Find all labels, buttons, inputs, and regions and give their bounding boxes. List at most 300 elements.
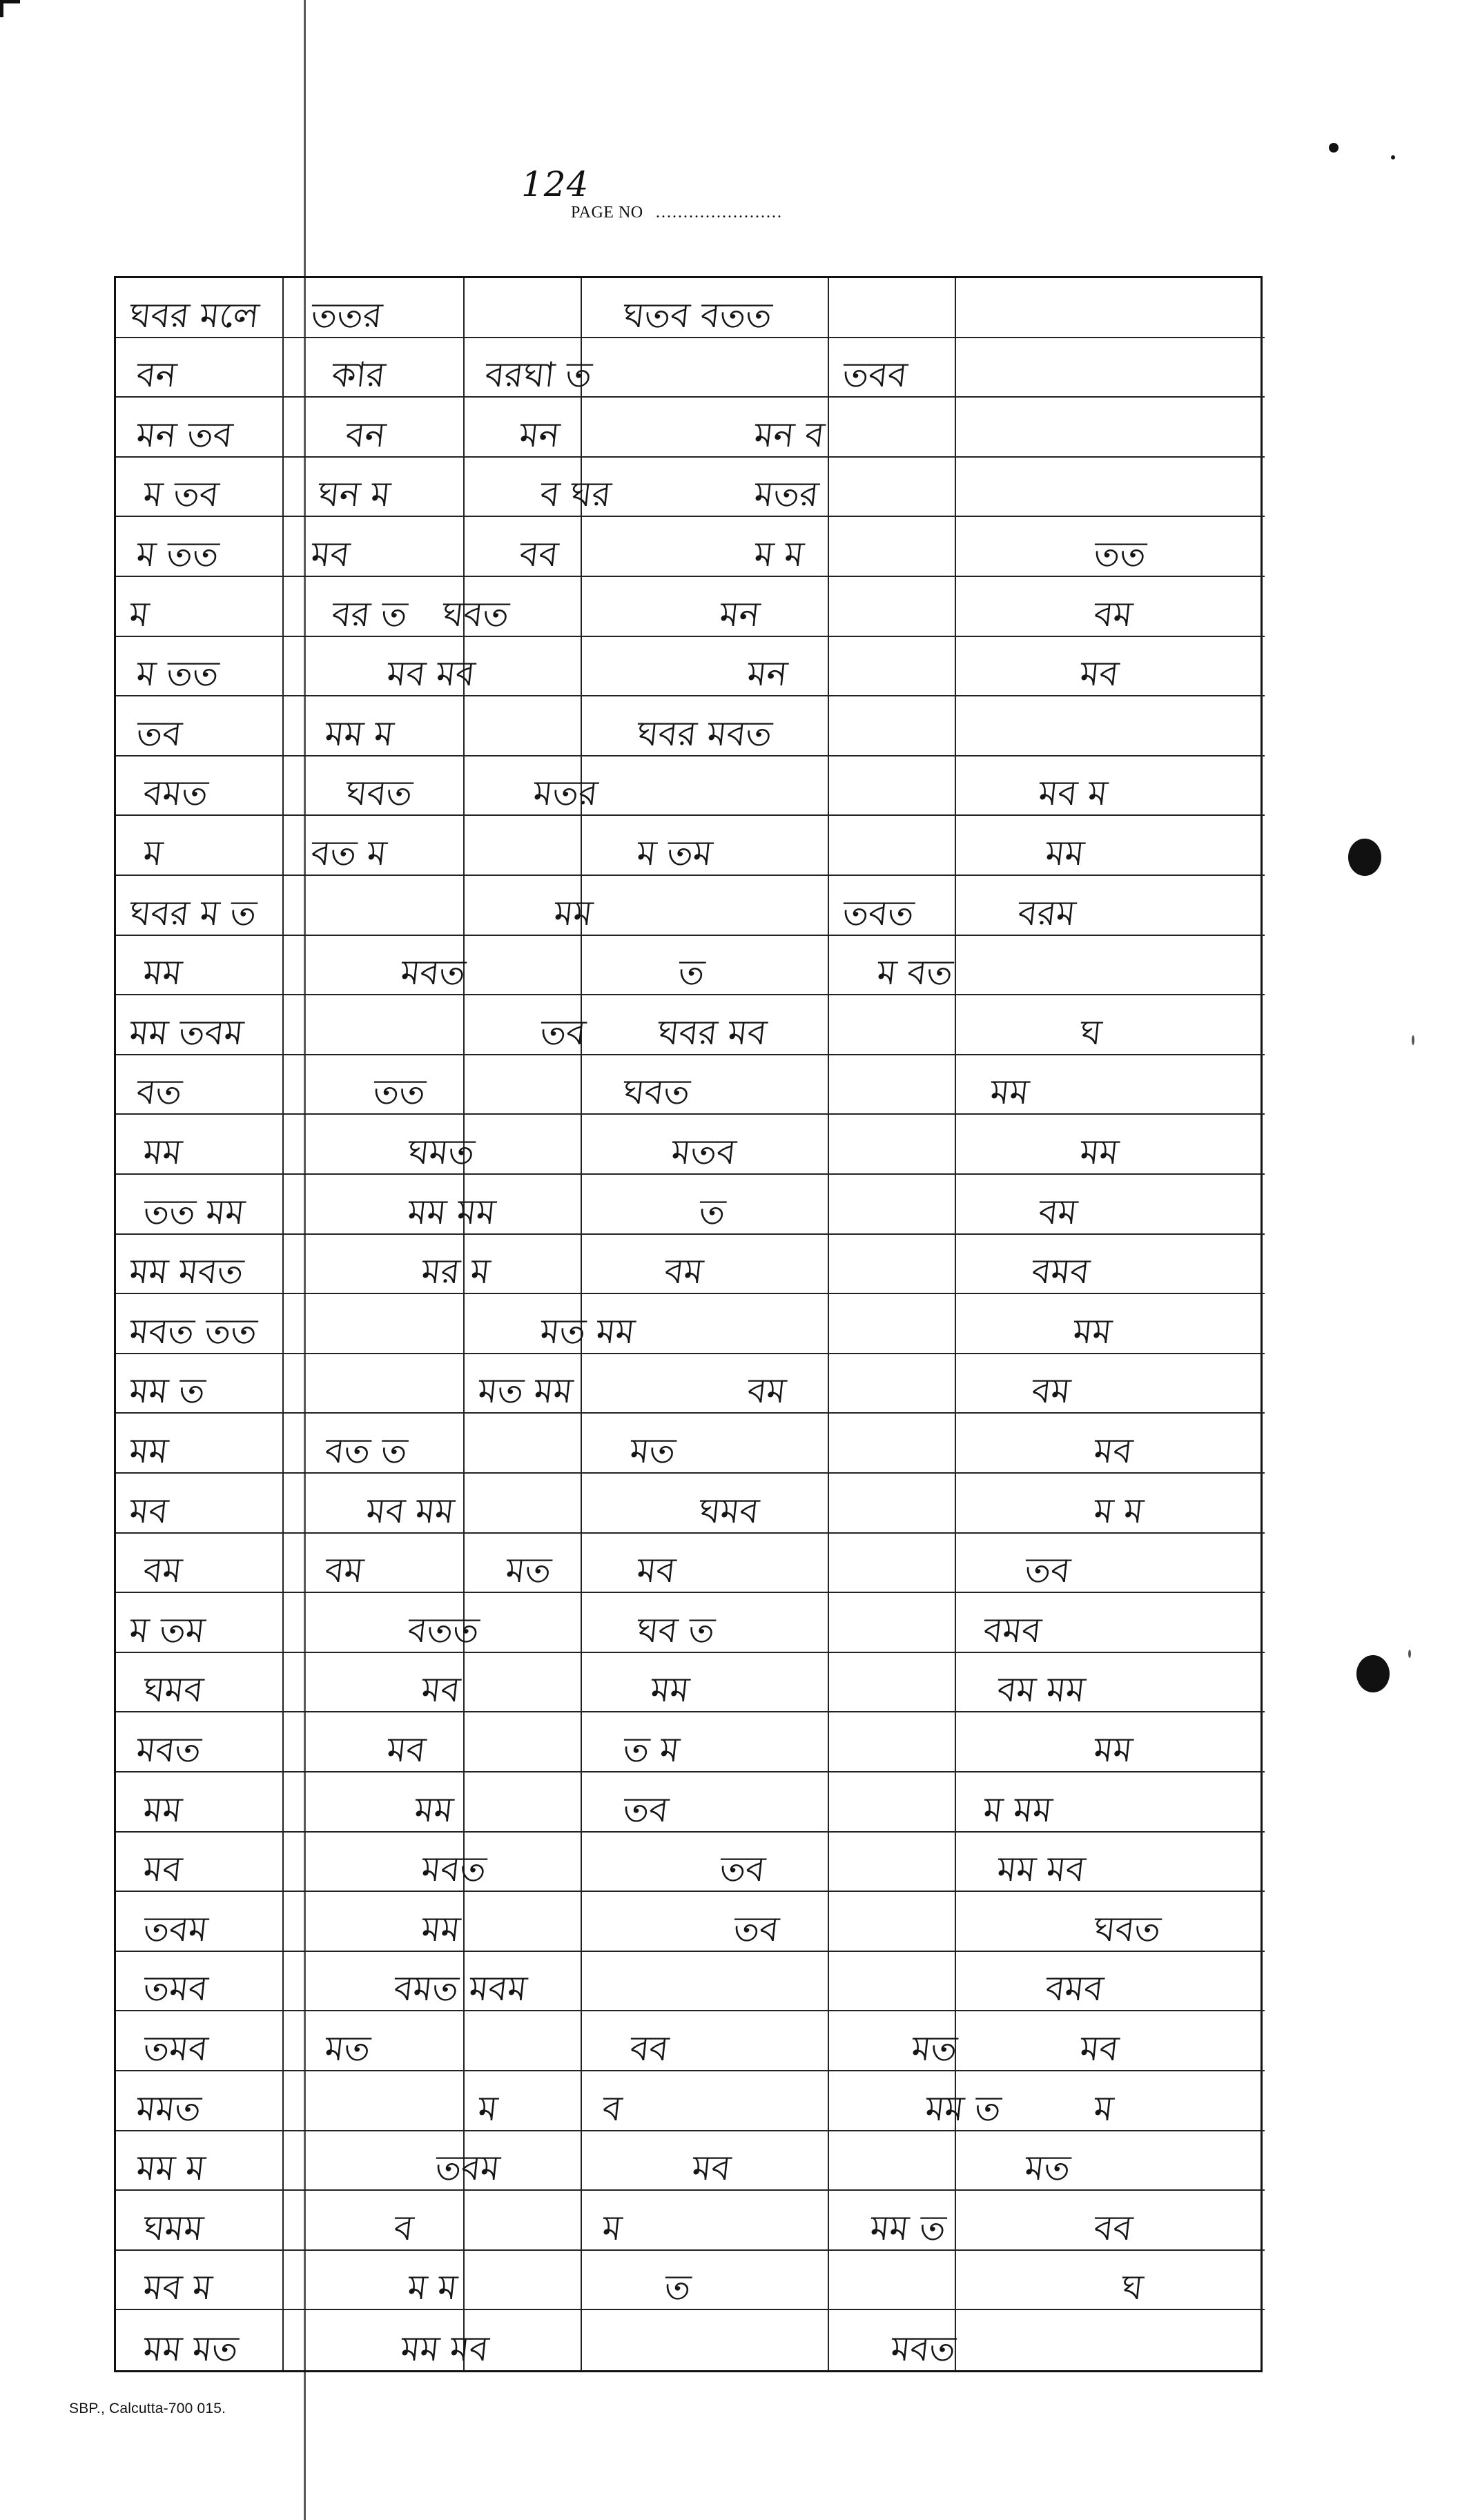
table-cell [829,2131,956,2191]
table-cell [956,995,1265,1055]
table-cell [829,577,956,637]
handwritten-entry: মম মবত [127,1251,246,1292]
table-cell [116,1772,284,1833]
handwritten-entry: ব [391,2207,416,2248]
handwritten-entry: ম [1091,2088,1116,2129]
handwritten-entry: মম [648,1670,692,1710]
table-cell [116,1833,284,1893]
table-cell [465,936,582,996]
table-cell [465,338,594,398]
handwritten-entry: মব মম [364,1490,457,1531]
handwritten-entry: ত [697,1191,728,1232]
table-cell [582,1414,829,1474]
handwritten-entry: মবত তত [127,1311,260,1351]
handwritten-entry: মম [552,892,595,933]
table-cell [582,756,829,817]
table-cell [116,2310,284,2370]
table-cell [829,995,956,1055]
handwritten-entry: ঘবত [343,773,415,814]
handwritten-entry: তব [621,1789,671,1830]
table-cell [465,816,582,876]
handwritten-entry: তবম [433,2148,503,2189]
handwritten-entry: ঘমম [141,2207,206,2248]
table-cell [465,1414,582,1474]
handwritten-entry: মম ম [322,713,396,754]
table-cell [582,1772,829,1833]
handwritten-entry: ত ম [621,1729,682,1770]
handwritten-entry: মম মব [995,1849,1088,1890]
table-cell [284,696,465,756]
handwritten-entry: মম মম [405,1191,498,1232]
table-cell [956,517,1265,577]
handwritten-entry: মত [503,1550,554,1591]
table-cell [116,995,284,1055]
table-cell [116,1354,284,1414]
handwritten-entry: ঘব ত [634,1610,717,1650]
handwritten-entry: মম তবম [127,1012,246,1053]
table-cell [284,1235,492,1295]
handwritten-entry: মতর [531,773,600,814]
handwritten-entry: ঘমব [141,1670,206,1710]
handwritten-entry: মম [1043,832,1087,873]
table-cell [829,338,956,398]
table-cell [956,637,1265,697]
handwritten-entry: মম মত [141,2328,240,2369]
table-cell [284,1294,465,1354]
table-cell [465,876,595,936]
table-cell [956,1115,1265,1175]
table-cell [284,1354,465,1414]
table-cell [582,1354,829,1414]
handwritten-entry: মম ত [923,2088,1003,2129]
table-cell [116,1952,284,2012]
handwritten-entry: মম [412,1789,456,1830]
handwritten-entry: মব ম [1036,773,1110,814]
table-cell [116,338,284,398]
handwritten-entry: মম [1071,1311,1114,1351]
table-cell [956,1175,1265,1235]
table-cell [956,696,1265,756]
punch-hole-lower [1356,1655,1390,1692]
table-cell [582,458,829,518]
table-cell [956,1354,1265,1414]
ruled-ledger-table [114,276,1263,2372]
table-cell [582,2251,829,2311]
handwritten-entry: বমব [1043,1969,1106,2009]
table-cell [284,278,465,338]
table-cell [284,1055,465,1115]
table-cell [465,1055,582,1115]
handwritten-entry: তত মম [141,1191,247,1232]
table-cell [116,1892,284,1952]
table-cell [284,2071,465,2131]
table-cell [956,1772,1265,1833]
table-cell [582,1833,829,1893]
table-cell [829,1055,956,1115]
handwritten-entry: ঘমব [697,1490,761,1531]
ink-speck [1408,1650,1411,1658]
handwritten-entry: বম [1036,1191,1080,1232]
table-cell [829,2191,956,2251]
handwritten-entry: ততর [309,295,385,335]
handwritten-entry: মব [385,1729,428,1770]
table-cell [116,2191,284,2251]
table-cell [956,1892,1265,1952]
table-cell [284,1653,465,1713]
table-cell [465,1474,582,1534]
table-cell [582,1474,829,1534]
table-cell [582,577,829,637]
handwritten-entry: বন [343,414,388,455]
table-cell [465,2131,582,2191]
table-cell [116,876,284,936]
handwritten-entry: বত [134,1072,184,1113]
table-cell [582,517,829,577]
handwritten-entry: মব [690,2148,733,2189]
table-cell [582,2131,829,2191]
handwritten-entry: বমত [141,773,211,814]
table-cell [116,398,284,458]
handwritten-entry: বরম [1015,892,1078,933]
handwritten-entry: মবত [419,1849,489,1890]
table-cell [465,637,582,697]
table-cell [829,517,956,577]
table-cell [284,816,465,876]
table-cell [582,876,829,936]
handwritten-entry: কার [329,355,388,395]
table-cell [465,1294,637,1354]
handwritten-entry: তমব [141,1969,211,2009]
table-cell [829,1892,956,1952]
table-cell [582,2011,829,2071]
table-cell [465,2191,582,2251]
handwritten-entry: মব [141,1849,184,1890]
table-cell [829,2011,960,2071]
handwritten-entry: মন ব [752,414,827,455]
table-cell [116,1175,284,1235]
table-cell [116,1593,284,1653]
table-cell [829,1235,956,1295]
table-cell [116,1653,284,1713]
table-cell [116,458,284,518]
table-cell [116,696,284,756]
handwritten-entry: মন তব [134,414,235,455]
table-cell [465,1653,582,1713]
table-cell [829,398,956,458]
table-cell [829,816,956,876]
table-cell [582,1115,829,1175]
handwritten-entry: ম তম [127,1610,207,1650]
table-cell [284,1534,465,1594]
table-cell [956,1534,1265,1594]
table-cell [116,637,284,697]
table-cell [956,458,1265,518]
handwritten-entry: মম ত [127,1371,207,1412]
table-cell [829,936,956,996]
handwritten-entry: ম [600,2207,624,2248]
table-cell [956,1414,1265,1474]
table-cell [116,577,284,637]
table-cell [956,1833,1265,1893]
handwritten-entry: ম তব [141,474,222,515]
table-cell [284,995,465,1055]
table-cell [284,1474,465,1534]
table-cell [582,2310,829,2370]
table-cell [829,2071,1003,2131]
table-cell [284,1593,481,1653]
corner-ink-mark [0,0,20,17]
handwritten-entry: মম [127,1430,171,1471]
handwritten-entry: তব [731,1908,781,1949]
table-cell [956,2191,1265,2251]
table-cell [284,517,465,577]
table-cell [465,1115,582,1175]
handwritten-entry: মত [627,1430,678,1471]
handwritten-entry: মম [141,953,184,993]
table-cell [829,876,956,936]
table-cell [465,1235,582,1295]
table-cell [956,398,1265,458]
table-cell [956,1235,1265,1295]
table-cell [829,1534,956,1594]
table-cell [956,1474,1265,1534]
table-cell [116,2251,284,2311]
handwritten-entry: বর ত [329,594,409,634]
handwritten-entry: ম [127,594,151,634]
table-cell [465,577,582,637]
handwritten-entry: তব [538,1012,588,1053]
handwritten-entry: ঘবর মলে [127,295,262,335]
table-cell [116,1235,284,1295]
handwritten-entry: মন [717,594,762,634]
handwritten-entry: বম [1029,1371,1073,1412]
table-cell [582,278,829,338]
handwritten-entry: মম ত [868,2207,948,2248]
handwritten-entry: ঘ [1078,1012,1104,1053]
table-cell [956,1055,1265,1115]
table-cell [582,398,829,458]
table-cell [465,1534,582,1594]
handwritten-entry: ঘমত [405,1131,477,1172]
handwritten-entry: বমব [981,1610,1044,1650]
table-cell [284,2191,465,2251]
handwritten-entry: ব ঘর [538,474,614,515]
table-cell [956,2011,1265,2071]
handwritten-entry: মম [1091,1729,1135,1770]
table-cell [829,1474,956,1534]
table-cell [956,2071,1265,2131]
table-cell [284,398,465,458]
table-cell [829,1414,956,1474]
table-cell [829,1593,956,1653]
handwritten-entry: বম [745,1371,788,1412]
table-cell [465,1833,582,1893]
handwritten-entry: ম তত [134,534,221,574]
handwritten-entry: তবব [840,355,910,395]
handwritten-entry: তবত [840,892,916,933]
table-cell [284,1712,465,1772]
table-cell [284,1833,489,1893]
handwritten-entry: ঘবত [1091,1908,1163,1949]
handwritten-entry: ঘবর মব [655,1012,769,1053]
table-cell [829,1115,956,1175]
table-cell [284,756,465,817]
handwritten-entry: মবত [134,1729,204,1770]
handwritten-entry: বমত মবম [391,1969,529,2009]
handwritten-entry: মম [141,1789,184,1830]
table-cell [582,1534,829,1594]
table-cell [465,1892,582,1952]
table-cell [465,2251,582,2311]
table-cell [465,458,614,518]
table-cell [582,1294,829,1354]
handwritten-entry: বম [141,1550,184,1591]
handwritten-entry: তমব [141,2028,211,2069]
table-cell [829,1294,956,1354]
table-cell [116,936,284,996]
handwritten-entry: বত ত [322,1430,409,1471]
page-number: 124 [521,164,590,204]
table-cell [465,278,582,338]
table-cell [284,2131,503,2191]
table-cell [829,2310,956,2370]
handwritten-entry: ম মম [981,1789,1055,1830]
table-cell [582,1235,829,1295]
table-cell [284,1952,529,2012]
table-cell [116,517,284,577]
table-cell [116,1474,284,1534]
table-cell [829,1175,956,1235]
table-cell [284,577,512,637]
table-cell [465,756,600,817]
handwritten-entry: ব [600,2088,624,2129]
table-cell [116,816,284,876]
table-cell [116,1294,284,1354]
handwritten-entry: মব [634,1550,678,1591]
table-cell [284,1892,465,1952]
table-cell [956,2131,1265,2191]
table-cell [582,995,829,1055]
table-cell [582,2071,829,2131]
table-cell [582,1175,829,1235]
handwritten-entry: মম ম [134,2148,208,2189]
table-cell [116,756,284,817]
handwritten-entry: ত [676,953,707,993]
table-cell [956,278,1265,338]
table-cell [284,876,465,936]
table-cell [284,1414,465,1474]
table-cell [465,995,588,1055]
handwritten-entry: মব [419,1670,463,1710]
table-cell [465,1175,582,1235]
handwritten-entry: বব [1091,2207,1135,2248]
page-no-dotted-line: ....................... [656,204,783,222]
table-cell [284,637,478,697]
table-cell [956,1952,1265,2012]
handwritten-entry: তত [371,1072,428,1113]
handwritten-entry: মতব [669,1131,739,1172]
table-cell [956,1712,1265,1772]
table-cell [829,1354,956,1414]
table-cell [829,2251,956,2311]
handwritten-entry: ঘতব বতত [621,295,775,335]
table-cell [116,1055,284,1115]
handwritten-entry: মম মব [398,2328,491,2369]
handwritten-entry: বব [517,534,561,574]
handwritten-entry: বত ম [309,832,389,873]
ink-speck [1412,1035,1414,1045]
page-no-label: PAGE NO [571,204,643,222]
table-cell [829,696,956,756]
table-cell [116,2131,284,2191]
table-cell [582,1653,829,1713]
table-cell [956,1593,1265,1653]
handwritten-entry: বমব [1029,1251,1092,1292]
table-cell [116,2071,284,2131]
table-cell [829,1833,956,1893]
handwritten-entry: বন [134,355,179,395]
handwritten-entry: ত [662,2267,693,2308]
table-cell [284,458,465,518]
printer-imprint: SBP., Calcutta-700 015. [69,2401,226,2416]
table-cell [829,1952,956,2012]
table-cell [582,936,829,996]
handwritten-entry: তব [1022,1550,1073,1591]
handwritten-entry: বম [1091,594,1135,634]
handwritten-entry: মম [141,1131,184,1172]
handwritten-entry: ঘ [1119,2267,1145,2308]
table-cell [284,2011,465,2071]
handwritten-entry: ম [141,832,165,873]
punch-hole-upper [1348,839,1381,876]
table-cell [116,1414,284,1474]
table-cell [284,936,468,996]
handwritten-entry: ম তত [134,654,221,694]
table-cell [956,816,1265,876]
table-cell [284,1115,477,1175]
table-cell [465,2011,582,2071]
handwritten-entry: ঘবর ম ত [127,892,259,933]
table-cell [582,696,829,756]
handwritten-entry: বব [627,2028,671,2069]
table-cell [829,1712,956,1772]
handwritten-entry: তব [717,1849,768,1890]
table-cell [582,1892,829,1952]
ink-speck [1391,155,1395,159]
handwritten-entry: মতর [752,474,821,515]
handwritten-entry: মবত [398,953,468,993]
table-cell [582,816,829,876]
handwritten-entry: মব [1078,654,1121,694]
handwritten-entry: মব [1091,1430,1135,1471]
table-cell [956,577,1265,637]
table-cell [582,2191,829,2251]
table-cell [829,458,956,518]
handwritten-entry: তত [1091,534,1149,574]
table-cell [582,1593,829,1653]
table-cell [956,2251,1265,2311]
table-cell [116,2011,284,2071]
table-cell [582,1952,829,2012]
handwritten-entry: মব মব [385,654,478,694]
table-cell [956,756,1265,817]
table-cell [956,338,1265,398]
handwritten-entry: মব ম [141,2267,215,2308]
table-cell [116,278,284,338]
table-cell [829,756,956,817]
table-cell [956,876,1265,936]
table-cell [829,1772,956,1833]
